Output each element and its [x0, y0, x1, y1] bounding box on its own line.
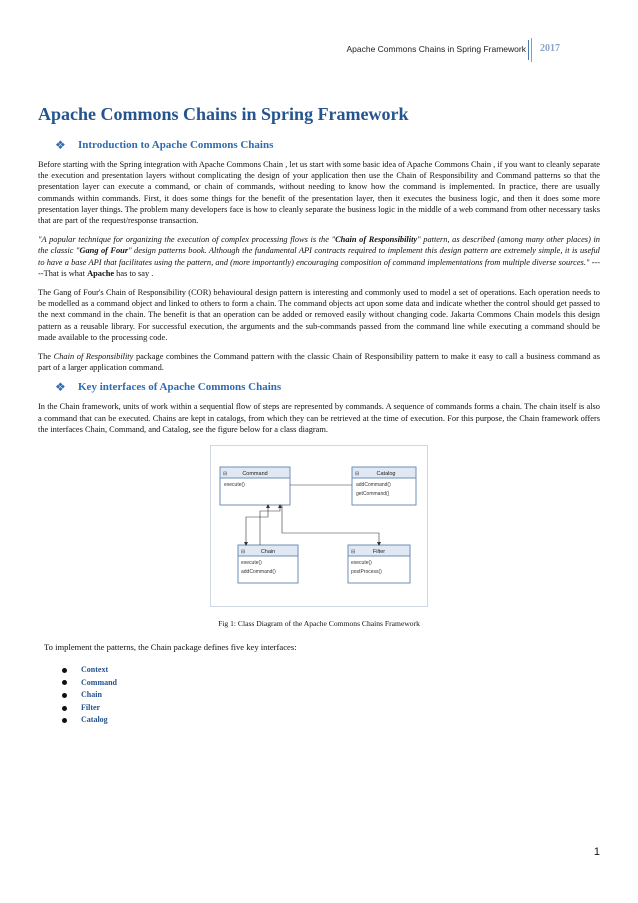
- filter-class-name: Filter: [372, 549, 386, 556]
- catalog-method-addcommand: addCommand(): [356, 482, 391, 489]
- catalog-collapse-icon: ⊟: [355, 471, 360, 478]
- chain-collapse-icon: ⊟: [241, 549, 246, 556]
- header-title: Apache Commons Chains in Spring Framework: [346, 44, 526, 54]
- header-divider-shadow: [531, 38, 532, 62]
- command-class-name: Command: [242, 471, 268, 478]
- filter-method-execute: execute(): [351, 560, 372, 567]
- chain-class-box: [238, 545, 298, 583]
- list-item-label: Chain: [81, 690, 102, 700]
- paragraph-intro: Before starting with the Spring integration with Apache Commons Chain , let us start with some basic idea of Apache Commons Chain , if you want to cleanly separate the execution and presentation layers without complicating the design of your application then use the Chain of Responsibility and Command patterns so that the presentation layer can execute a command, or chain of commands, without needing to know how the command is implemented. In practice, there are usually commands within commands. First, it does some things for the benefit of the presentation layer, then it executes the business logic, and then it does some more presentation layer things. The problem many developers face is how to cleanly separate the business logic in the middle of a web command from other necessary tasks that are part of the request/response transaction.: [38, 160, 600, 226]
- header-divider: [528, 40, 529, 60]
- interfaces-list: [38, 664, 600, 727]
- four-diamond-bullet-icon: ❖: [55, 138, 66, 152]
- command-method-execute: execute(): [224, 482, 245, 489]
- bullet-icon: [62, 693, 67, 698]
- chain-class-name: Chain: [260, 549, 276, 556]
- quote-part-1: "A popular technique for organizing the execution of complex processing flows is the ": [38, 235, 336, 245]
- list-item-label: Filter: [81, 702, 101, 712]
- filter-collapse-icon: ⊟: [351, 549, 356, 556]
- bullet-icon: [62, 706, 67, 711]
- quote-part-4: -----That is what: [38, 257, 600, 278]
- page-number: 1: [593, 846, 600, 858]
- document-body: [38, 104, 600, 727]
- filter-method-postprocess: postProcess(): [351, 569, 382, 576]
- package-italic: Chain of Responsibility: [53, 352, 134, 362]
- bullet-icon: [62, 668, 67, 673]
- catalog-class-name: Catalog: [376, 471, 396, 478]
- section-heading-key-text: Key interfaces of Apache Commons Chains: [78, 381, 282, 394]
- bullet-icon: [62, 718, 67, 723]
- list-item: [62, 677, 600, 690]
- quote-bold-cor: Chain of Responsibility: [335, 235, 418, 245]
- list-item-label: Catalog: [81, 715, 108, 725]
- document-title: Apache Commons Chains in Spring Framework: [38, 104, 409, 124]
- bullet-icon: [62, 680, 67, 685]
- catalog-method-getcommand: getCommand(): [356, 491, 390, 498]
- class-diagram: [210, 445, 428, 607]
- section-heading-intro-text: Introduction to Apache Commons Chains: [78, 139, 274, 151]
- filter-class-box: [348, 545, 410, 583]
- list-item: [62, 702, 600, 715]
- section-heading-key: [38, 381, 600, 393]
- paragraph-framework: In the Chain framework, units of work within a sequential flow of steps are represented by commands. A sequence of commands forms a chain. The chain itself is also a command that can be executed. Chains are kept in catalogs, from which they can be retrieved at the time of execution. For this purpose, the Chain framework offers the interfaces Chain, Command, and Catalog, see the figure below for a class diagram.: [38, 402, 600, 434]
- interfaces-intro: To implement the patterns, the Chain package defines five key interfaces:: [44, 642, 297, 653]
- quote-part-2: " pattern, as described (among many other places) in the classic ": [38, 235, 600, 256]
- command-collapse-icon: ⊟: [223, 471, 228, 478]
- list-item: [62, 664, 600, 677]
- paragraph-package: [38, 351, 600, 373]
- catalog-class-box: [352, 467, 416, 505]
- chain-method-addcommand: addCommand(): [241, 569, 276, 576]
- header-year: 2017: [540, 43, 560, 54]
- page-header: [0, 38, 638, 64]
- four-diamond-bullet-icon: ❖: [55, 380, 66, 395]
- paragraph-quote: [38, 234, 600, 279]
- quote-bold-apache: Apache: [87, 268, 115, 278]
- quote-part-3: " design patterns book. Although the fundamental API contracts required to implement this design pattern are extremely simple, it is useful to have a base API that facilitates using the pattern, and (more importantly) encouraging composition of command implementations from multiple diverse sources.": [38, 246, 601, 267]
- figure-caption: Fig 1: Class Diagram of the Apache Commons Chains Framework: [218, 619, 420, 629]
- package-part-1: The: [38, 352, 54, 362]
- list-item: [62, 689, 600, 702]
- section-heading-intro: [38, 139, 600, 151]
- class-diagram-svg: [210, 445, 428, 607]
- chain-method-execute: execute(): [241, 560, 262, 567]
- paragraph-gof: The Gang of Four's Chain of Responsibility (COR) behavioural design pattern is interesting and commonly used to model a set of operations. Each operation needs to be modelled as a command object and linked to others to form a chain. The command objects act upon some data and indicate whether the control should get passed to the next command in the chain. The benefit is that an operation can be added or removed easily without changing code. Jakarta Commons Chain models this design pattern as a reusable library. For successful execution, the arguments and the sub-commands passed from the command line while executing a command should be made available to the processing code.: [38, 288, 600, 342]
- quote-part-5: has to say .: [114, 268, 154, 278]
- package-part-2: package combines the Command pattern with the classic Chain of Responsibility pattern to make it easy to call a business command as part of a larger application command.: [38, 352, 600, 373]
- list-item-label: Context: [81, 665, 109, 675]
- list-item-label: Command: [81, 677, 118, 687]
- list-item: [62, 714, 600, 727]
- command-class-box: [220, 467, 290, 505]
- quote-bold-gof: Gang of Four: [79, 246, 129, 256]
